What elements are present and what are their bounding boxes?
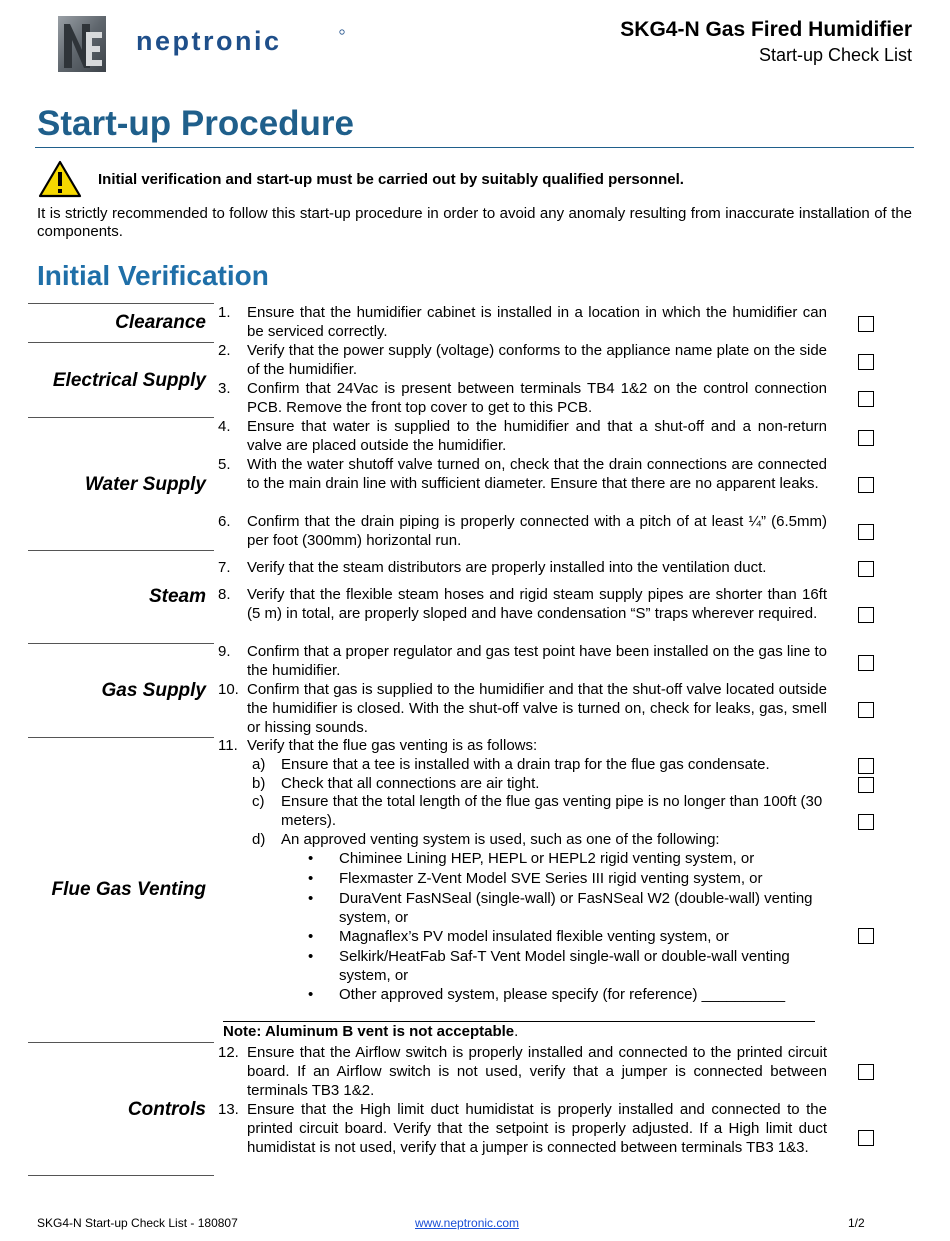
item-number: 5.: [218, 456, 231, 473]
bullet-icon: •: [308, 870, 314, 887]
checklist-item: [218, 513, 827, 551]
checkbox-item-6[interactable]: [858, 524, 874, 540]
venting-option-text: Selkirk/HeatFab Saf-T Vent Model single-wall or double-wall venting system, or: [339, 948, 790, 984]
item-number: 12.: [218, 1044, 239, 1061]
bullet-icon: •: [308, 850, 314, 867]
item-text: Verify that the flue gas venting is as follows:: [247, 737, 538, 754]
item-text: Verify that the flexible steam hoses and rigid steam supply pipes are shorter than 16ft (5 m) in total, are properly sloped and have condensation “S” traps wherever required.: [247, 586, 827, 622]
section-label-steam: Steam: [148, 586, 206, 607]
venting-option: [308, 928, 827, 947]
item-number: 4.: [218, 418, 231, 435]
item-number: 2.: [218, 342, 231, 359]
item-number: 1.: [218, 304, 231, 321]
note: [223, 1023, 518, 1040]
checkbox-item-4[interactable]: [858, 430, 874, 446]
checklist-item: [218, 586, 827, 624]
item-number: 13.: [218, 1101, 239, 1118]
checkbox-item-11a[interactable]: [858, 758, 874, 774]
checkbox-item-5[interactable]: [858, 477, 874, 493]
subitem-text: Check that all connections are air tight.: [281, 775, 540, 792]
section-divider: [28, 550, 214, 551]
intro-paragraph: It is strictly recommended to follow this start-up procedure in order to avoid any anomaly resulting from inaccurate installation of the components.: [37, 205, 912, 240]
section-heading: Initial Verification: [37, 260, 269, 291]
checkbox-item-13[interactable]: [858, 1130, 874, 1146]
section-label-controls: Controls: [127, 1099, 206, 1120]
bullet-icon: •: [308, 948, 314, 965]
item-number: 7.: [218, 559, 231, 576]
section-divider: [28, 303, 214, 304]
warning-text: Initial verification and start-up must be carried out by suitably qualified personnel.: [98, 171, 684, 188]
bullet-icon: •: [308, 890, 314, 907]
checkbox-item-7[interactable]: [858, 561, 874, 577]
section-label-water: Water Supply: [84, 474, 206, 495]
checklist-item: [218, 681, 827, 737]
venting-option-text: Other approved system, please specify (for reference) __________: [339, 986, 786, 1003]
checklist-item: [218, 737, 827, 756]
item-text: Confirm that a proper regulator and gas test point have been installed on the gas line to the humidifier.: [247, 643, 827, 679]
item-number: 6.: [218, 513, 231, 530]
checklist-subitem: [252, 793, 827, 831]
note-text: Note: Aluminum B vent is not acceptable: [223, 1023, 515, 1040]
subitem-letter: d): [252, 831, 266, 848]
item-text: Ensure that the Airflow switch is properly installed and connected to the printed circuit board. If an Airflow switch is not used, verify that a jumper is connected between terminals TB3 1&2.: [247, 1044, 827, 1099]
checkbox-item-12[interactable]: [858, 1064, 874, 1080]
checklist-item: [218, 456, 827, 494]
checklist-item: [218, 1101, 827, 1157]
checkbox-item-8[interactable]: [858, 607, 874, 623]
item-number: 8.: [218, 586, 231, 603]
venting-option: [308, 870, 827, 889]
checkbox-item-11d[interactable]: [858, 928, 874, 944]
item-text: Confirm that 24Vac is present between terminals TB4 1&2 on the control connection PCB. Remove the front top cover to get to this PCB.: [247, 380, 827, 416]
venting-option: [308, 948, 827, 986]
item-number: 11.: [218, 737, 238, 754]
checklist-item: [218, 418, 827, 456]
page-number: 1/2: [848, 1216, 865, 1230]
checklist-item: [218, 304, 827, 342]
venting-option: [308, 986, 827, 1005]
checkbox-item-2[interactable]: [858, 354, 874, 370]
bullet-icon: •: [308, 928, 314, 945]
section-divider: [28, 342, 214, 343]
bullet-icon: •: [308, 986, 314, 1003]
checklist-subitem: [252, 831, 827, 850]
checklist-subitem: [252, 756, 827, 775]
venting-option-text: Chiminee Lining HEP, HEPL or HEPL2 rigid venting system, or: [339, 850, 755, 867]
item-number: 10.: [218, 681, 239, 698]
warning-icon: [38, 160, 82, 198]
checklist-item: [218, 380, 827, 418]
item-number: 3.: [218, 380, 231, 397]
document-title: SKG4-N Gas Fired Humidifier: [620, 18, 912, 41]
item-text: Verify that the steam distributors are properly installed into the ventilation duct.: [247, 559, 767, 576]
footer-website-link[interactable]: www.neptronic.com: [415, 1216, 520, 1230]
title-divider: [35, 147, 914, 148]
subitem-text: An approved venting system is used, such as one of the following:: [281, 831, 720, 848]
subitem-letter: a): [252, 756, 266, 773]
neptronic-logo: [56, 14, 346, 74]
section-label-flue: Flue Gas Venting: [51, 879, 206, 900]
svg-text:neptronic: neptronic: [136, 26, 282, 56]
venting-option-text: DuraVent FasNSeal (single-wall) or FasNSeal W2 (double-wall) venting system, or: [339, 890, 813, 926]
specify-blank-line: [223, 1021, 815, 1022]
checkbox-item-3[interactable]: [858, 391, 874, 407]
section-divider: [28, 417, 214, 418]
subitem-letter: c): [252, 793, 265, 810]
section-divider: [28, 737, 214, 738]
checkbox-item-9[interactable]: [858, 655, 874, 671]
checklist-subitem: [252, 775, 827, 794]
checklist-item: [218, 342, 827, 380]
checkbox-item-10[interactable]: [858, 702, 874, 718]
item-text: With the water shutoff valve turned on, check that the drain connections are connected to the main drain line with sufficient diameter. Ensure that there are no apparent leaks.: [247, 456, 827, 492]
venting-option: [308, 890, 827, 928]
section-label-electrical: Electrical Supply: [52, 370, 206, 391]
subitem-text: Ensure that a tee is installed with a drain trap for the flue gas condensate.: [281, 756, 770, 773]
item-text: Ensure that the High limit duct humidistat is properly installed and connected to the printed circuit board. Verify that the setpoint is properly adjusted. If a High limit duct humidistat is not used, verify that a jumper is connected between terminals TB3 1&3.: [247, 1101, 827, 1156]
checklist-item: [218, 643, 827, 681]
checkbox-item-1[interactable]: [858, 316, 874, 332]
subitem-text: Ensure that the total length of the flue gas venting pipe is no longer than 100ft (30 meters).: [281, 793, 823, 829]
checklist-item: [218, 1044, 827, 1100]
item-text: Verify that the power supply (voltage) conforms to the appliance name plate on the side of the humidifier.: [247, 342, 827, 378]
section-divider: [28, 1042, 214, 1043]
section-label-gas: Gas Supply: [101, 680, 206, 701]
item-text: Confirm that gas is supplied to the humidifier and that the shut-off valve located outside the humidifier is closed. With the shut-off valve is turned on, check for leaks, gas, smell or hissing sounds.: [247, 681, 827, 736]
ne-logo-mark-icon: [56, 14, 346, 74]
section-divider: [28, 643, 214, 644]
section-label-clearance: Clearance: [115, 312, 206, 333]
note-end: .: [514, 1023, 519, 1040]
checkbox-item-11b[interactable]: [858, 777, 874, 793]
venting-option: [308, 850, 827, 869]
document-subtitle: Start-up Check List: [758, 45, 912, 65]
page-title: Start-up Procedure: [37, 104, 354, 143]
footer-doc-id: SKG4-N Start-up Check List - 180807: [37, 1216, 238, 1230]
venting-option-text: Flexmaster Z-Vent Model SVE Series III rigid venting system, or: [339, 870, 763, 887]
item-text: Confirm that the drain piping is properly connected with a pitch of at least ¼” (6.5mm) per foot (300mm) horizontal run.: [247, 513, 827, 549]
checklist-item: [218, 559, 827, 578]
venting-option-text: Magnaflex’s PV model insulated flexible venting system, or: [339, 928, 729, 945]
section-divider: [28, 1175, 214, 1176]
item-text: Ensure that the humidifier cabinet is installed in a location in which the humidifier can be serviced correctly.: [247, 304, 827, 340]
subitem-letter: b): [252, 775, 266, 792]
checkbox-item-11c[interactable]: [858, 814, 874, 830]
item-text: Ensure that water is supplied to the humidifier and that a shut-off and a non-return valve are placed outside the humidifier.: [247, 418, 827, 454]
item-number: 9.: [218, 643, 231, 660]
